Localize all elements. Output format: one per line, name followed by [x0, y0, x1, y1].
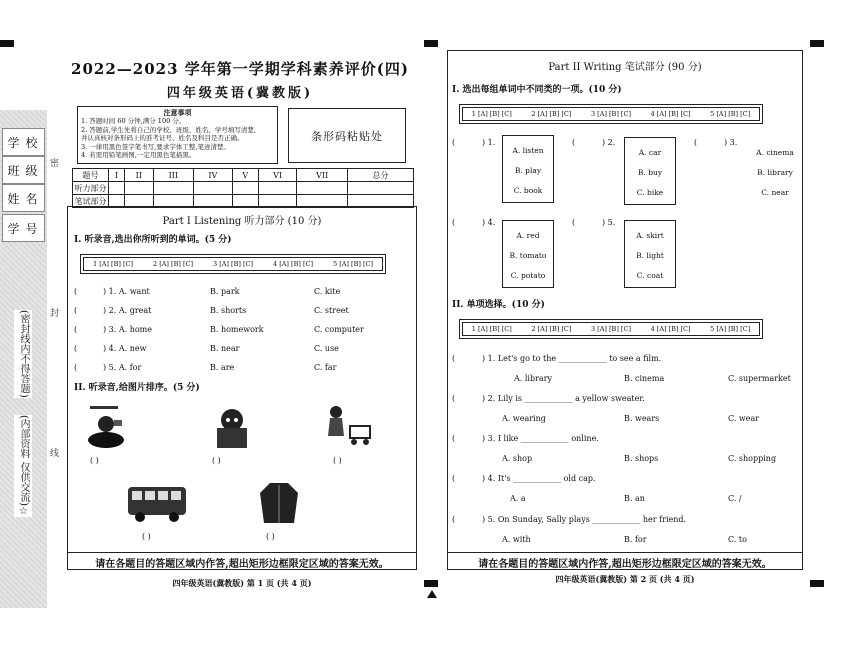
registration-mark — [810, 40, 824, 47]
answer-bubble-group[interactable]: 5 [A] [B] [C] — [710, 325, 751, 333]
word-option: C. potato — [510, 271, 546, 280]
writing-heading-1: I. 选出每组单词中不同类的一项。(10 分) — [452, 85, 622, 95]
answer-bubble-group[interactable]: 1 [A] [B] [C] — [471, 325, 512, 333]
option-a: A. with — [502, 535, 531, 544]
score-row-label: 笔试部分 — [74, 196, 107, 206]
option-c: C. / — [728, 494, 742, 503]
cut-label: 封 — [50, 309, 60, 319]
word-option: B. tomato — [509, 251, 547, 260]
page-title: 2022—2023 学年第一学期学科素养评价(四) — [71, 60, 409, 78]
option-a: A. shop — [502, 454, 533, 463]
part1-title: Part I Listening 听力部分 (10 分) — [162, 216, 322, 227]
word-option: B. buy — [637, 168, 663, 177]
question-option-a: ) 1. A. want — [103, 287, 150, 296]
question-paren: ( — [452, 354, 456, 363]
score-header: I — [109, 169, 125, 182]
cut-label: 密 — [50, 159, 60, 169]
binding-strip — [0, 110, 47, 608]
score-header: VII — [297, 169, 348, 182]
question-option-c: C. street — [314, 306, 349, 315]
question-paren: ( — [452, 394, 456, 403]
question-option-b: B. near — [210, 344, 240, 353]
question-paren: ( — [74, 287, 78, 296]
score-header: 题号 — [73, 169, 109, 182]
answer-bubble-group[interactable]: 4 [A] [B] [C] — [650, 325, 691, 333]
score-cell[interactable] — [258, 182, 296, 195]
instructions-box — [77, 106, 278, 164]
answer-bubble-group[interactable]: 3 [A] [B] [C] — [590, 325, 631, 333]
registration-mark — [810, 580, 824, 587]
answer-bubble-group[interactable]: 2 [A] [B] [C] — [531, 110, 572, 118]
answer-bubble-group[interactable]: 5 [A] [B] [C] — [710, 110, 751, 118]
word-group-box — [502, 220, 554, 288]
option-a: A. a — [510, 494, 526, 503]
option-b: B. an — [624, 494, 645, 503]
question-option-c: C. kite — [314, 287, 341, 296]
group-label: ) 2. — [602, 138, 616, 147]
instructions-title: 注意事项 — [163, 108, 192, 117]
word-group-box — [624, 137, 676, 205]
answer-sheet-row — [459, 104, 763, 124]
word-option: A. skirt — [636, 231, 664, 240]
question-option-b: B. shorts — [210, 306, 247, 315]
score-cell[interactable] — [109, 182, 125, 195]
question-stem: ) 3. I like ____________ online. — [482, 434, 599, 443]
registration-mark — [424, 40, 438, 47]
score-header: IV — [194, 169, 232, 182]
answer-paren[interactable]: ( ) — [333, 456, 342, 465]
seal-notice: (密封线内不得答题) — [14, 310, 32, 398]
question-option-c: C. computer — [314, 325, 364, 334]
word-option: B. light — [636, 251, 664, 260]
page-footer: 四年级英语(冀教版) 第 1 页 (共 4 页) — [172, 578, 312, 588]
answer-paren[interactable]: ( ) — [266, 532, 275, 541]
question-paren: ( — [452, 218, 456, 227]
question-paren: ( — [452, 515, 456, 524]
score-header: III — [153, 169, 194, 182]
group-label: ) 1. — [482, 138, 496, 147]
option-c: C. to — [728, 535, 747, 544]
listening-heading-1: I. 听录音,选出你所听到的单词。(5 分) — [74, 235, 232, 245]
picture-jacket — [258, 481, 300, 525]
option-b: B. shops — [624, 454, 659, 463]
option-b: B. for — [624, 535, 647, 544]
picture-girl-shopping — [322, 402, 374, 450]
option-c: C. shopping — [728, 454, 777, 463]
option-c: C. supermarket — [728, 374, 791, 383]
question-paren: ( — [452, 434, 456, 443]
answer-sheet-row — [80, 254, 386, 274]
question-option-a: ) 2. A. great — [103, 306, 152, 315]
registration-triangle — [427, 590, 437, 598]
class-field[interactable]: 班级 — [2, 156, 45, 184]
score-cell[interactable] — [348, 182, 414, 195]
instruction-line: 1. 答题时间 60 分钟,满分 100 分。 — [81, 117, 186, 126]
question-stem: ) 1. Let's go to the ____________ to see a film. — [482, 354, 662, 363]
word-group-box — [746, 135, 804, 203]
instruction-line: 4. 若需用铅笔画图,一定用黑色笔描黑。 — [81, 151, 196, 160]
writing-heading-2: II. 单项选择。(10 分) — [452, 300, 545, 310]
answer-bubble-group[interactable]: 1 [A] [B] [C] — [471, 110, 512, 118]
word-option: A. red — [516, 231, 540, 240]
answer-paren[interactable]: ( ) — [142, 532, 151, 541]
question-option-b: B. homework — [210, 325, 264, 334]
score-header: VI — [258, 169, 296, 182]
word-group-box — [624, 220, 676, 288]
answer-paren[interactable]: ( ) — [212, 456, 221, 465]
internal-notice: (内部资料 仅供交流)☆ — [14, 415, 32, 517]
word-option: A. car — [638, 148, 662, 157]
word-option: A. listen — [512, 146, 544, 155]
question-paren: ( — [74, 363, 78, 372]
picture-child-reading — [212, 406, 252, 452]
option-a: A. library — [514, 374, 553, 383]
word-option: B. play — [514, 166, 542, 175]
answer-bubble-group[interactable]: 2 [A] [B] [C] — [153, 260, 193, 268]
bottom-note: 请在各题目的答题区域内作答,超出矩形边框限定区域的答案无效。 — [478, 559, 772, 570]
student-id-field[interactable]: 学号 — [2, 214, 45, 242]
registration-mark — [0, 40, 14, 47]
picture-bus — [126, 483, 188, 523]
instruction-line: 3. 一律用黑色签字笔书写,要求字体工整,笔迹清楚。 — [81, 142, 230, 151]
word-group-box — [502, 135, 554, 203]
question-option-a: ) 3. A. home — [103, 325, 152, 334]
answer-bubble-group[interactable]: 3 [A] [B] [C] — [590, 110, 631, 118]
question-option-a: ) 5. A. for — [103, 363, 142, 372]
answer-sheet-row — [459, 319, 763, 339]
option-b: B. cinema — [624, 374, 665, 383]
word-option: C. book — [513, 186, 543, 195]
picture-girl-telephone — [84, 402, 134, 450]
score-header: V — [232, 169, 258, 182]
writing-section — [447, 50, 803, 570]
answer-bubble-group[interactable]: 5 [A] [B] [C] — [333, 260, 373, 268]
question-stem: ) 5. On Sunday, Sally plays ____________ her friend. — [482, 515, 687, 524]
answer-bubble-group[interactable]: 3 [A] [B] [C] — [213, 260, 253, 268]
registration-mark — [424, 580, 438, 587]
question-paren: ( — [572, 138, 576, 147]
instruction-line: 并认真核对条形码上的准考证号、姓名及科目是否正确。 — [81, 134, 244, 143]
group-label: ) 5. — [602, 218, 616, 227]
question-option-a: ) 4. A. new — [103, 344, 147, 353]
question-option-c: C. use — [314, 344, 339, 353]
question-stem: ) 2. Lily is ____________ a yellow sweater. — [482, 394, 645, 403]
question-paren: ( — [74, 306, 78, 315]
question-option-b: B. park — [210, 287, 240, 296]
barcode-area: 条形码粘贴处 — [288, 108, 406, 163]
word-option: C. coat — [636, 271, 664, 280]
name-field[interactable]: 姓名 — [2, 184, 45, 212]
page-footer: 四年级英语(冀教版) 第 2 页 (共 4 页) — [555, 574, 695, 584]
answer-bubble-group[interactable]: 2 [A] [B] [C] — [531, 325, 572, 333]
question-paren: ( — [452, 138, 456, 147]
page-subtitle: 四年级英语(冀教版) — [166, 86, 314, 101]
question-paren: ( — [694, 138, 698, 147]
instruction-line: 2. 答题前,学生先将自己的学校、班级、姓名、学号填写清楚, — [81, 125, 256, 134]
option-c: C. wear — [728, 414, 760, 423]
score-cell[interactable] — [232, 182, 258, 195]
question-option-b: B. are — [210, 363, 235, 372]
answer-bubble-group[interactable]: 1 [A] [B] [C] — [93, 260, 133, 268]
question-paren: ( — [74, 325, 78, 334]
question-paren: ( — [572, 218, 576, 227]
answer-bubble-group[interactable]: 4 [A] [B] [C] — [650, 110, 691, 118]
word-option: B. library — [757, 168, 793, 177]
group-label: ) 3. — [724, 138, 738, 147]
score-cell[interactable] — [125, 182, 153, 195]
score-cell[interactable] — [153, 182, 194, 195]
option-b: B. wears — [624, 414, 660, 423]
question-option-c: C. far — [314, 363, 337, 372]
option-a: A. wearing — [502, 414, 546, 423]
bottom-note: 请在各题目的答题区域内作答,超出矩形边框限定区域的答案无效。 — [95, 559, 389, 570]
question-paren: ( — [452, 474, 456, 483]
group-label: ) 4. — [482, 218, 496, 227]
score-header: II — [125, 169, 153, 182]
score-header: 总分 — [348, 169, 414, 182]
score-table — [72, 168, 414, 208]
word-option: C. bike — [636, 188, 664, 197]
score-cell[interactable] — [194, 182, 232, 195]
cut-label: 线 — [50, 449, 60, 459]
question-paren: ( — [74, 344, 78, 353]
listening-heading-2: II. 听录音,给图片排序。(5 分) — [74, 383, 200, 393]
word-option: C. near — [761, 188, 789, 197]
question-stem: ) 4. It's ____________ old cap. — [482, 474, 596, 483]
school-field[interactable]: 学校 — [2, 128, 45, 156]
score-row-label: 听力部分 — [74, 183, 107, 193]
part2-title: Part II Writing 笔试部分 (90 分) — [548, 62, 702, 73]
word-option: A. cinema — [756, 148, 794, 157]
answer-paren[interactable]: ( ) — [90, 456, 99, 465]
answer-bubble-group[interactable]: 4 [A] [B] [C] — [273, 260, 313, 268]
score-cell[interactable] — [297, 182, 348, 195]
